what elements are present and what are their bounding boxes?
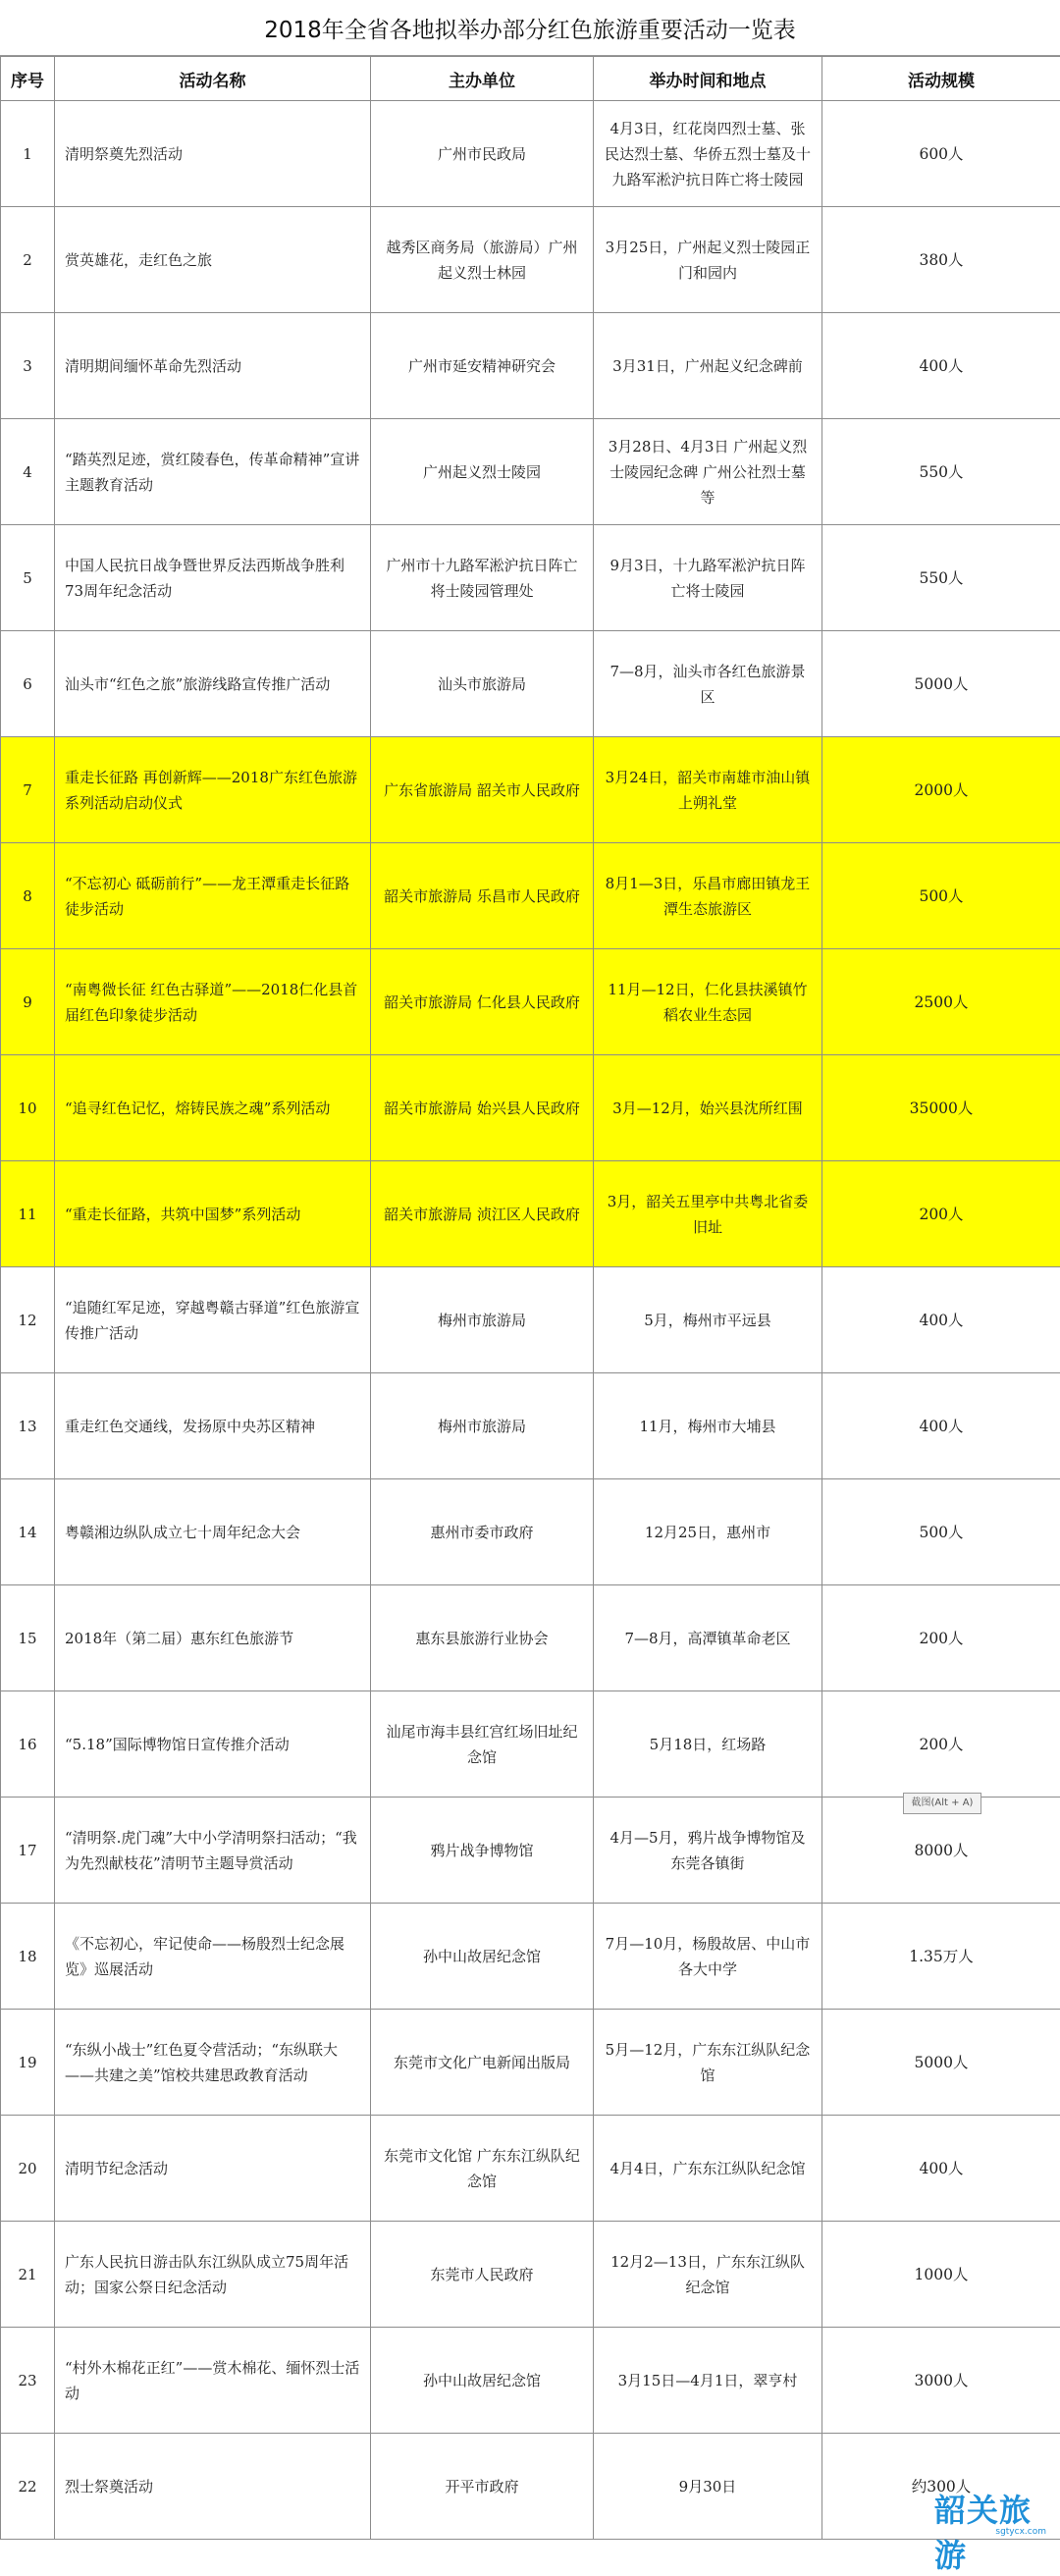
table-row xyxy=(1,1479,1060,1585)
cell-activity-name: 中国人民抗日战争暨世界反法西斯战争胜利73周年纪念活动 xyxy=(55,525,371,631)
cell-scale: 400人 xyxy=(822,2116,1060,2222)
cell-activity-name: 广东人民抗日游击队东江纵队成立75周年活动；国家公祭日纪念活动 xyxy=(55,2222,371,2328)
cell-time-place: 4月3日，红花岗四烈士墓、张民达烈士墓、华侨五烈士墓及十九路军淞沪抗日阵亡将士陵园 xyxy=(594,101,822,207)
cell-scale: 1000人 xyxy=(822,2222,1060,2328)
cell-time-place: 12月25日，惠州市 xyxy=(594,1479,822,1585)
table-row xyxy=(1,2222,1060,2328)
header-num: 序号 xyxy=(1,57,55,101)
cell-num: 17 xyxy=(1,1798,55,1904)
cell-num: 5 xyxy=(1,525,55,631)
cell-time-place: 7—8月，汕头市各红色旅游景区 xyxy=(594,631,822,737)
cell-time-place: 3月28日、4月3日 广州起义烈士陵园纪念碑 广州公社烈士墓等 xyxy=(594,419,822,525)
cell-organizer: 惠东县旅游行业协会 xyxy=(371,1585,594,1691)
cell-num: 2 xyxy=(1,207,55,313)
cell-num: 7 xyxy=(1,737,55,843)
cell-scale: 550人 xyxy=(822,419,1060,525)
header-name: 活动名称 xyxy=(55,57,371,101)
cell-organizer: 韶关市旅游局 始兴县人民政府 xyxy=(371,1055,594,1161)
cell-organizer: 广州市十九路军淞沪抗日阵亡将士陵园管理处 xyxy=(371,525,594,631)
cell-num: 1 xyxy=(1,101,55,207)
cell-organizer: 东莞市文化广电新闻出版局 xyxy=(371,2010,594,2116)
cell-time-place: 4月4日，广东东江纵队纪念馆 xyxy=(594,2116,822,2222)
table-row xyxy=(1,2010,1060,2116)
cell-num: 6 xyxy=(1,631,55,737)
cell-organizer: 广州市民政局 xyxy=(371,101,594,207)
table-row xyxy=(1,631,1060,737)
table-row xyxy=(1,1373,1060,1479)
cell-organizer: 韶关市旅游局 仁化县人民政府 xyxy=(371,949,594,1055)
cell-scale: 5000人 xyxy=(822,2010,1060,2116)
cell-scale: 500人 xyxy=(822,843,1060,949)
table-row xyxy=(1,207,1060,313)
table-row xyxy=(1,737,1060,843)
table-row xyxy=(1,1585,1060,1691)
table-row xyxy=(1,1055,1060,1161)
cell-time-place: 4月—5月，鸦片战争博物馆及东莞各镇街 xyxy=(594,1798,822,1904)
cell-activity-name: “清明祭.虎门魂”大中小学清明祭扫活动；“我为先烈献枝花”清明节主题导赏活动 xyxy=(55,1798,371,1904)
watermark-url: sgtycx.com xyxy=(995,2527,1046,2537)
cell-scale: 400人 xyxy=(822,1373,1060,1479)
cell-organizer: 开平市政府 xyxy=(371,2434,594,2540)
cell-scale: 200人 xyxy=(822,1585,1060,1691)
cell-time-place: 9月3日，十九路军淞沪抗日阵亡将士陵园 xyxy=(594,525,822,631)
cell-num: 12 xyxy=(1,1267,55,1373)
cell-activity-name: “踏英烈足迹，赏红陵春色，传革命精神”宣讲主题教育活动 xyxy=(55,419,371,525)
cell-num: 22 xyxy=(1,2434,55,2540)
watermark-text: 韶关旅游 xyxy=(934,2486,1052,2576)
cell-time-place: 7月—10月，杨殷故居、中山市各大中学 xyxy=(594,1904,822,2010)
cell-time-place: 3月—12月，始兴县沈所红围 xyxy=(594,1055,822,1161)
table-row xyxy=(1,1798,1060,1904)
cell-scale: 500人 xyxy=(822,1479,1060,1585)
cell-organizer: 越秀区商务局（旅游局）广州起义烈士林园 xyxy=(371,207,594,313)
cell-scale: 2500人 xyxy=(822,949,1060,1055)
cell-scale: 400人 xyxy=(822,1267,1060,1373)
cell-num: 23 xyxy=(1,2328,55,2434)
cell-scale: 380人 xyxy=(822,207,1060,313)
cell-time-place: 3月25日，广州起义烈士陵园正门和园内 xyxy=(594,207,822,313)
cell-activity-name: 清明节纪念活动 xyxy=(55,2116,371,2222)
cell-organizer: 孙中山故居纪念馆 xyxy=(371,1904,594,2010)
cell-scale: 35000人 xyxy=(822,1055,1060,1161)
cell-activity-name: 赏英雄花，走红色之旅 xyxy=(55,207,371,313)
cell-organizer: 梅州市旅游局 xyxy=(371,1267,594,1373)
cell-time-place: 3月，韶关五里亭中共粤北省委旧址 xyxy=(594,1161,822,1267)
table-row xyxy=(1,525,1060,631)
header-time: 举办时间和地点 xyxy=(594,57,822,101)
table-row xyxy=(1,949,1060,1055)
cell-organizer: 惠州市委市政府 xyxy=(371,1479,594,1585)
cell-scale: 200人 xyxy=(822,1691,1060,1798)
table-row xyxy=(1,1267,1060,1373)
cell-organizer: 广州市延安精神研究会 xyxy=(371,313,594,419)
table-row xyxy=(1,313,1060,419)
cell-activity-name: “追随红军足迹，穿越粤赣古驿道”红色旅游宣传推广活动 xyxy=(55,1267,371,1373)
cell-activity-name: “追寻红色记忆，熔铸民族之魂”系列活动 xyxy=(55,1055,371,1161)
cell-activity-name: “不忘初心 砥砺前行”——龙王潭重走长征路徒步活动 xyxy=(55,843,371,949)
cell-time-place: 7—8月，高潭镇革命老区 xyxy=(594,1585,822,1691)
table-row xyxy=(1,2434,1060,2540)
cell-organizer: 鸦片战争博物馆 xyxy=(371,1798,594,1904)
cell-activity-name: 粤赣湘边纵队成立七十周年纪念大会 xyxy=(55,1479,371,1585)
cell-time-place: 8月1—3日，乐昌市廊田镇龙王潭生态旅游区 xyxy=(594,843,822,949)
cell-time-place: 3月15日—4月1日，翠亨村 xyxy=(594,2328,822,2434)
cell-activity-name: 烈士祭奠活动 xyxy=(55,2434,371,2540)
cell-activity-name: 《不忘初心，牢记使命——杨殷烈士纪念展览》巡展活动 xyxy=(55,1904,371,2010)
cell-time-place: 9月30日 xyxy=(594,2434,822,2540)
cell-scale: 550人 xyxy=(822,525,1060,631)
cell-num: 19 xyxy=(1,2010,55,2116)
table-row xyxy=(1,1161,1060,1267)
cell-scale: 200人 xyxy=(822,1161,1060,1267)
cell-num: 14 xyxy=(1,1479,55,1585)
cell-time-place: 5月18日，红场路 xyxy=(594,1691,822,1798)
table-body xyxy=(1,101,1060,2540)
cell-scale: 400人 xyxy=(822,313,1060,419)
cell-scale: 约300人 xyxy=(822,2434,1060,2540)
cell-activity-name: “东纵小战士”红色夏令营活动；“东纵联大——共建之美”馆校共建思政教育活动 xyxy=(55,2010,371,2116)
cell-scale: 5000人 xyxy=(822,631,1060,737)
cell-num: 18 xyxy=(1,1904,55,2010)
cell-organizer: 梅州市旅游局 xyxy=(371,1373,594,1479)
cell-activity-name: “村外木棉花正红”——赏木棉花、缅怀烈士活动 xyxy=(55,2328,371,2434)
cell-num: 15 xyxy=(1,1585,55,1691)
cell-num: 20 xyxy=(1,2116,55,2222)
cell-activity-name: “5.18”国际博物馆日宣传推介活动 xyxy=(55,1691,371,1798)
cell-organizer: 韶关市旅游局 乐昌市人民政府 xyxy=(371,843,594,949)
header-org: 主办单位 xyxy=(371,57,594,101)
cell-scale: 1.35万人 xyxy=(822,1904,1060,2010)
cell-num: 9 xyxy=(1,949,55,1055)
table-row xyxy=(1,101,1060,207)
table-row xyxy=(1,2328,1060,2434)
watermark-logo xyxy=(934,2486,1052,2537)
cell-activity-name: 重走长征路 再创新辉——2018广东红色旅游系列活动启动仪式 xyxy=(55,737,371,843)
cell-time-place: 3月24日，韶关市南雄市油山镇上朔礼堂 xyxy=(594,737,822,843)
header-scale: 活动规模 xyxy=(822,57,1060,101)
cell-scale: 8000人 xyxy=(822,1798,1060,1904)
cell-organizer: 汕尾市海丰县红宫红场旧址纪念馆 xyxy=(371,1691,594,1798)
header-row xyxy=(1,57,1060,101)
cell-scale: 600人 xyxy=(822,101,1060,207)
cell-activity-name: “重走长征路，共筑中国梦”系列活动 xyxy=(55,1161,371,1267)
cell-organizer: 韶关市旅游局 浈江区人民政府 xyxy=(371,1161,594,1267)
cell-num: 8 xyxy=(1,843,55,949)
cell-time-place: 5月，梅州市平远县 xyxy=(594,1267,822,1373)
table-row xyxy=(1,2116,1060,2222)
cell-organizer: 广州起义烈士陵园 xyxy=(371,419,594,525)
cell-organizer: 东莞市人民政府 xyxy=(371,2222,594,2328)
cell-activity-name: “南粤微长征 红色古驿道”——2018仁化县首届红色印象徒步活动 xyxy=(55,949,371,1055)
cell-scale: 2000人 xyxy=(822,737,1060,843)
cell-organizer: 汕头市旅游局 xyxy=(371,631,594,737)
table-title: 2018年全省各地拟举办部分红色旅游重要活动一览表 xyxy=(0,0,1060,56)
cell-num: 10 xyxy=(1,1055,55,1161)
cell-time-place: 3月31日，广州起义纪念碑前 xyxy=(594,313,822,419)
cell-num: 21 xyxy=(1,2222,55,2328)
cell-activity-name: 2018年（第二届）惠东红色旅游节 xyxy=(55,1585,371,1691)
cell-activity-name: 汕头市“红色之旅”旅游线路宣传推广活动 xyxy=(55,631,371,737)
table-row xyxy=(1,1691,1060,1798)
cell-num: 11 xyxy=(1,1161,55,1267)
table-row xyxy=(1,843,1060,949)
cell-organizer: 孙中山故居纪念馆 xyxy=(371,2328,594,2434)
cell-scale: 3000人 xyxy=(822,2328,1060,2434)
cell-num: 16 xyxy=(1,1691,55,1798)
cell-organizer: 广东省旅游局 韶关市人民政府 xyxy=(371,737,594,843)
cell-num: 13 xyxy=(1,1373,55,1479)
cell-time-place: 11月—12日，仁化县扶溪镇竹稻农业生态园 xyxy=(594,949,822,1055)
cell-activity-name: 清明祭奠先烈活动 xyxy=(55,101,371,207)
cell-activity-name: 清明期间缅怀革命先烈活动 xyxy=(55,313,371,419)
table-row xyxy=(1,1904,1060,2010)
table-row xyxy=(1,419,1060,525)
cell-num: 3 xyxy=(1,313,55,419)
cell-organizer: 东莞市文化馆 广东东江纵队纪念馆 xyxy=(371,2116,594,2222)
screenshot-tooltip: 截图(Alt + A) xyxy=(903,1793,981,1814)
cell-time-place: 5月—12月，广东东江纵队纪念馆 xyxy=(594,2010,822,2116)
activity-table xyxy=(0,56,1060,2540)
cell-num: 4 xyxy=(1,419,55,525)
cell-time-place: 12月2—13日，广东东江纵队纪念馆 xyxy=(594,2222,822,2328)
cell-time-place: 11月，梅州市大埔县 xyxy=(594,1373,822,1479)
cell-activity-name: 重走红色交通线，发扬原中央苏区精神 xyxy=(55,1373,371,1479)
